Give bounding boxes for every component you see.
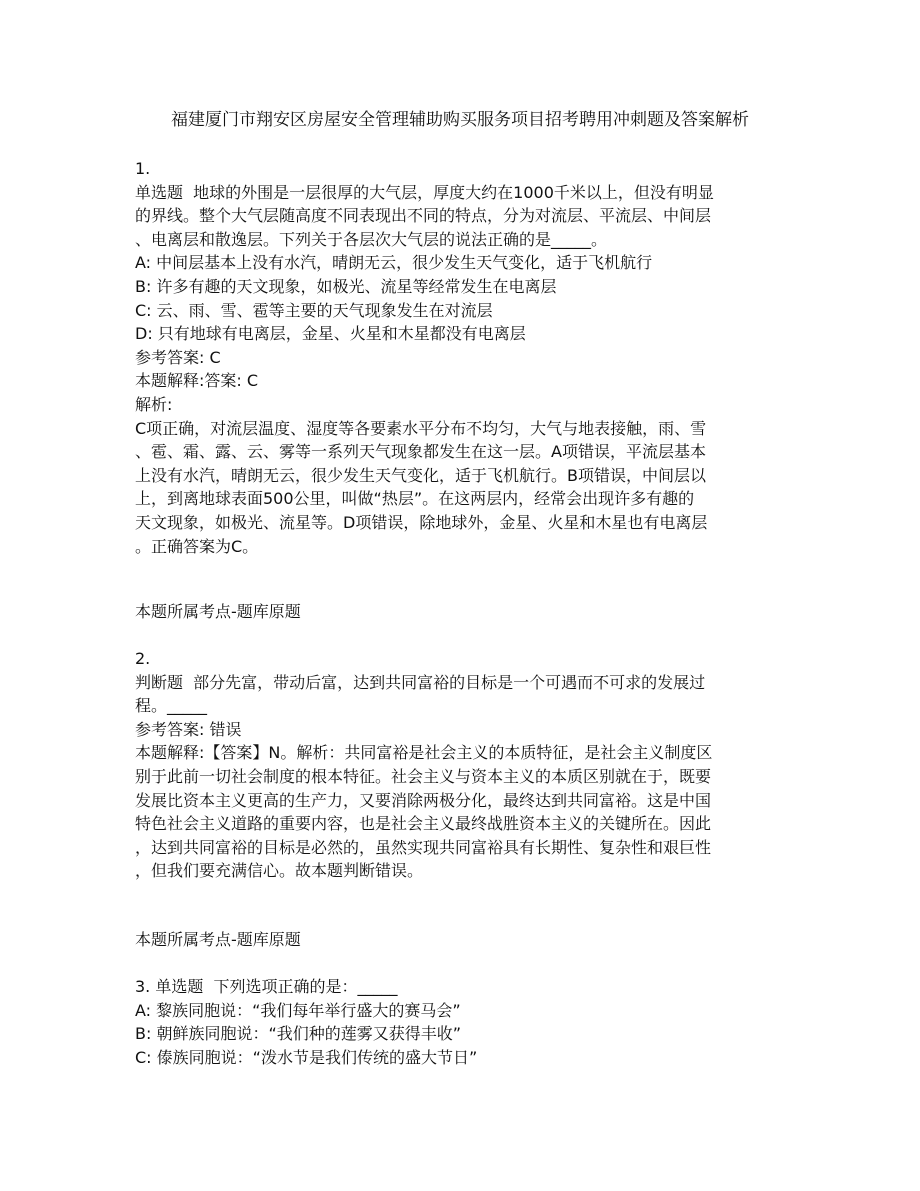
question-stem: 3. 单选题 下列选项正确的是：_____ [135,977,398,996]
reference-answer: 参考答案: 错误 [135,719,242,739]
option-a: A: 黎族同胞说：“我们每年举行盛大的赛马会” [135,1000,461,1020]
question-stem-line: 判断题 部分先富，带动后富，达到共同富裕的目标是一个可遇而不可求的发展过 [135,672,706,692]
question-1 [135,157,790,558]
analysis-label: 解析: [135,394,173,414]
explanation-line: ，但我们要充满信心。故本题判断错误。 [135,861,424,881]
question-3 [135,975,790,1069]
option-b: B: 朝鲜族同胞说：“我们种的莲雾又获得丰收” [135,1024,462,1044]
analysis-line: 上，到离地球表面500公里，叫做“热层”。在这两层内，经常会出现许多有趣的 [135,489,695,509]
reference-answer: 参考答案: C [135,347,221,367]
explanation-line: 发展比资本主义更高的生产力，又要消除两极分化，最终达到共同富裕。这是中国 [135,790,712,810]
question-stem-line: 的界线。整个大气层随高度不同表现出不同的特点，分为对流层、平流层、中间层 [135,206,712,226]
question-stem-line: 单选题 地球的外围是一层很厚的大气层，厚度大约在1000千米以上，但没有明显 [135,182,714,202]
question-2-topic [135,928,790,952]
analysis-line: 上没有水汽，晴朗无云，很少发生天气变化，适于飞机航行。B项错误，中间层以 [135,465,706,485]
analysis-line: 。正确答案为C。 [135,536,259,556]
option-c: C: 傣族同胞说：“泼水节是我们传统的盛大节日” [135,1047,478,1067]
analysis-line: 天文现象，如极光、流星等。D项错误，除地球外，金星、火星和木星也有电离层 [135,512,708,532]
explanation-line: 本题解释:【答案】N。解析：共同富裕是社会主义的本质特征，是社会主义制度区 [135,743,713,763]
explanation-line: ，达到共同富裕的目标是必然的，虽然实现共同富裕具有长期性、复杂性和艰巨性 [135,837,712,857]
question-2 [135,647,790,883]
option-c: C: 云、雨、雪、雹等主要的天气现象发生在对流层 [135,300,493,320]
topic-label: 本题所属考点-题库原题 [135,930,301,949]
analysis-line: C项正确，对流层温度、湿度等各要素水平分布不均匀，大气与地表接触，雨、雪 [135,418,707,438]
topic-label: 本题所属考点-题库原题 [135,602,301,621]
explanation-line: 别于此前一切社会制度的根本特征。社会主义与资本主义的本质区别就在于，既要 [135,766,712,786]
question-stem-line: 、电离层和散逸层。下列关于各层次大气层的说法正确的是_____。 [135,229,608,249]
question-stem-line: 程。_____ [135,696,208,716]
document-title: 福建厦门市翔安区房屋安全管理辅助购买服务项目招考聘用冲刺题及答案解析 [171,110,749,130]
question-number: 2. [135,649,151,668]
explanation-line: 特色社会主义道路的重要内容，也是社会主义最终战胜资本主义的关键所在。因此 [135,814,712,834]
option-a: A: 中间层基本上没有水汽，晴朗无云，很少发生天气变化，适于飞机航行 [135,253,653,273]
explanation-label: 本题解释:答案: C [135,371,259,391]
question-number: 1. [135,159,151,178]
question-1-topic [135,600,790,624]
analysis-line: 、雹、霜、露、云、雾等一系列天气现象都发生在这一层。A项错误，平流层基本 [135,442,706,462]
option-b: B: 许多有趣的天文现象，如极光、流星等经常发生在电离层 [135,276,557,296]
option-d: D: 只有地球有电离层，金星、火星和木星都没有电离层 [135,324,526,344]
